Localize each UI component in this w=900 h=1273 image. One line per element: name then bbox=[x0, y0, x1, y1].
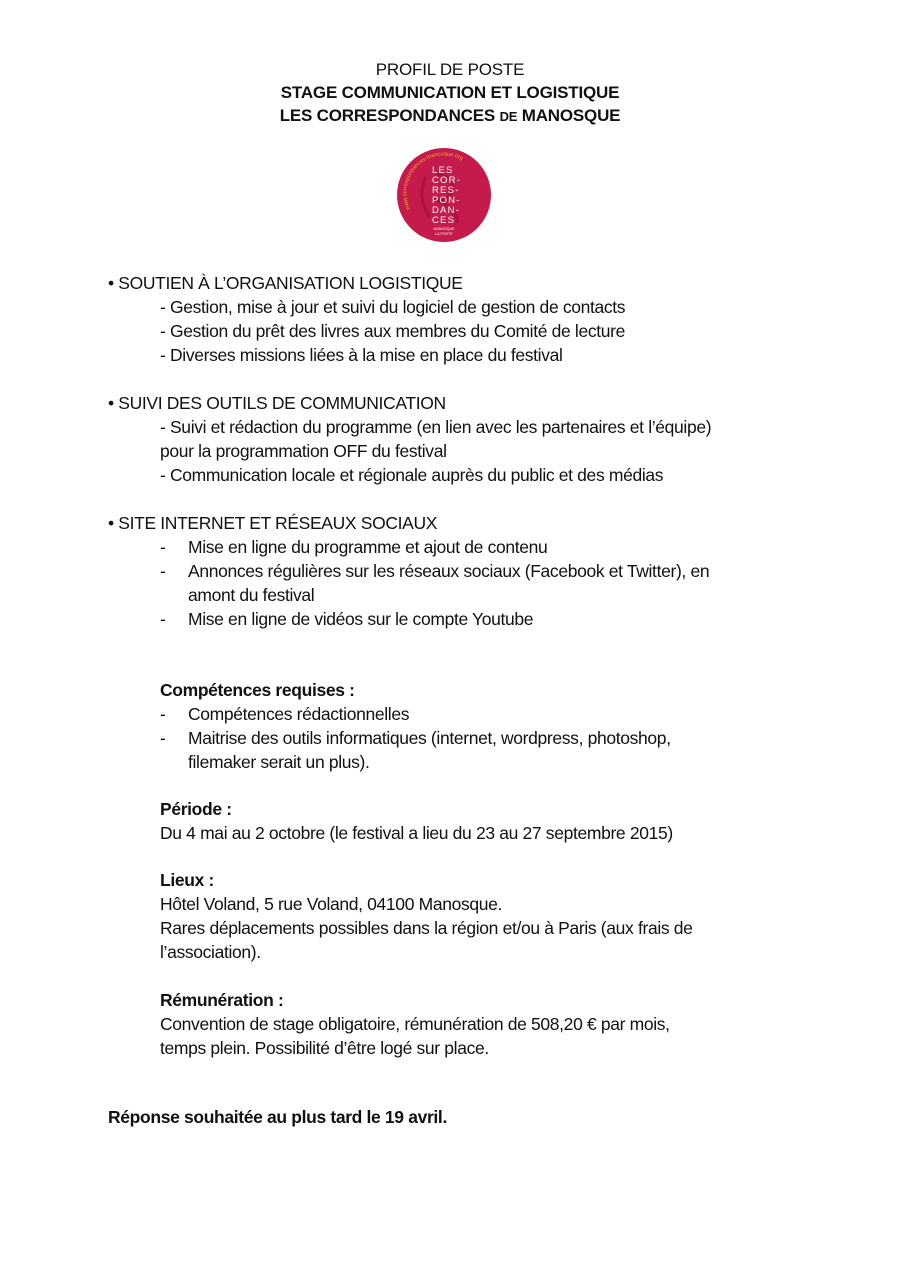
section-heading: • SUIVI DES OUTILS DE COMMUNICATION bbox=[108, 393, 446, 413]
org-name: LES CORRESPONDANCES bbox=[279, 106, 496, 125]
competence-item: Compétences rédactionnelles bbox=[188, 704, 410, 724]
competence-item-continuation: filemaker serait un plus). bbox=[188, 752, 370, 772]
logo-sub-city: MANOSQUE bbox=[433, 227, 455, 231]
logo-url: www.correspondances-manosque.org bbox=[402, 151, 464, 211]
logo-stack-line: LES bbox=[432, 165, 454, 176]
dash-marker: - bbox=[160, 561, 166, 581]
dash-marker: - bbox=[160, 728, 166, 748]
section-item: - Diverses missions liées à la mise en place du festival bbox=[160, 345, 563, 365]
section-item: - Communication locale et régionale auprès du public et des médias bbox=[160, 465, 664, 485]
competences-heading: Compétences requises : bbox=[160, 680, 355, 700]
org-city: MANOSQUE bbox=[521, 106, 621, 125]
lieux-line: Hôtel Voland, 5 rue Voland, 04100 Manosque. bbox=[160, 894, 503, 914]
remuneration-line: Convention de stage obligatoire, rémunération de 508,20 € par mois, bbox=[160, 1014, 670, 1034]
doc-subtitle bbox=[0, 104, 900, 128]
competence-item: Maitrise des outils informatiques (internet, wordpress, photoshop, bbox=[188, 728, 671, 748]
section-item: Mise en ligne du programme et ajout de contenu bbox=[188, 537, 548, 557]
section-item: - Gestion du prêt des livres aux membres du Comité de lecture bbox=[160, 321, 625, 341]
doc-kicker: PROFIL DE POSTE bbox=[375, 60, 525, 79]
logo-stack-line: COR- bbox=[432, 175, 462, 186]
org-connector: DE bbox=[499, 109, 518, 124]
dash-marker: - bbox=[160, 537, 166, 557]
periode-heading: Période : bbox=[160, 799, 232, 819]
logo-stack-line: RES- bbox=[432, 185, 460, 196]
section-item: Annonces régulières sur les réseaux sociaux (Facebook et Twitter), en bbox=[188, 561, 710, 581]
lieux-line: Rares déplacements possibles dans la région et/ou à Paris (aux frais de bbox=[160, 918, 693, 938]
correspondances-logo bbox=[396, 147, 492, 243]
section-item-continuation: pour la programmation OFF du festival bbox=[160, 441, 447, 461]
logo-stack-line: PON- bbox=[432, 195, 461, 206]
section-heading: • SITE INTERNET ET RÉSEAUX SOCIAUX bbox=[108, 513, 438, 533]
logo-sub-partner: LA POSTE bbox=[435, 232, 453, 236]
logo-stack-line: DAN- bbox=[432, 205, 461, 216]
remuneration-line: temps plein. Possibilité d’être logé sur place. bbox=[160, 1038, 489, 1058]
remuneration-heading: Rémunération : bbox=[160, 990, 284, 1010]
title-block bbox=[0, 58, 900, 128]
section-heading: • SOUTIEN À L’ORGANISATION LOGISTIQUE bbox=[108, 273, 463, 293]
section-item: Mise en ligne de vidéos sur le compte Youtube bbox=[188, 609, 534, 629]
lieux-line: l’association). bbox=[160, 942, 261, 962]
dash-marker: - bbox=[160, 704, 166, 724]
periode-text: Du 4 mai au 2 octobre (le festival a lieu du 23 au 27 septembre 2015) bbox=[160, 823, 673, 843]
doc-title: STAGE COMMUNICATION ET LOGISTIQUE bbox=[280, 83, 620, 102]
response-deadline: Réponse souhaitée au plus tard le 19 avril. bbox=[108, 1107, 447, 1127]
logo-stack-line: CES bbox=[432, 215, 456, 226]
section-item: - Gestion, mise à jour et suivi du logiciel de gestion de contacts bbox=[160, 297, 626, 317]
section-item-continuation: amont du festival bbox=[188, 585, 315, 605]
lieux-heading: Lieux : bbox=[160, 870, 214, 890]
section-item: - Suivi et rédaction du programme (en lien avec les partenaires et l’équipe) bbox=[160, 417, 712, 437]
dash-marker: - bbox=[160, 609, 166, 629]
